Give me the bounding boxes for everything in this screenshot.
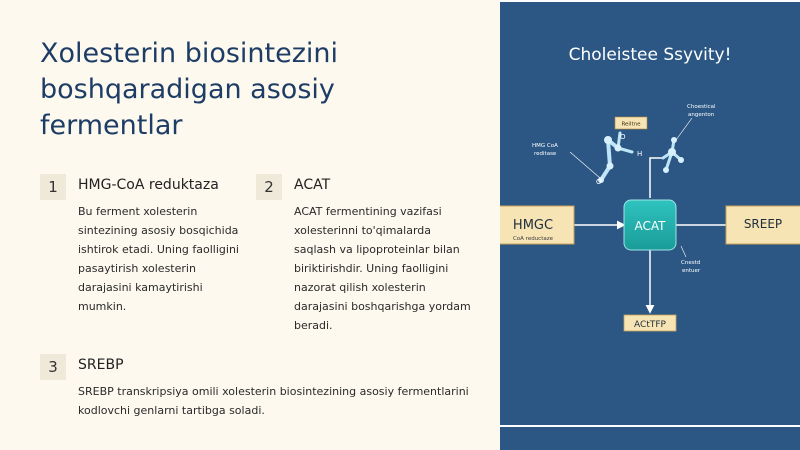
item-description: ACAT fermentining vazifasi xolesterinni to'qimalarda saqlash va lipoproteinlar bilan biriktirishdir. Uning faolligini nazorat qilish xolesterin darajasini boshqarishga yordam beradi. (294, 205, 471, 332)
annotation-lower-line2: entuer (682, 268, 701, 274)
line-acat-to-molecule (650, 158, 663, 198)
hmgc-label: HMGC (512, 218, 554, 233)
molecule-mark: O (596, 178, 602, 186)
item-description: SREBP transkripsiya omili xolesterin biosintezining asosiy fermentlarini kodlovchi genlarni tartibga soladi. (78, 385, 469, 417)
annotation-pointer (570, 152, 600, 178)
item-title: ACAT (294, 177, 331, 193)
item-number-badge: 2 (256, 174, 282, 200)
item-number-badge: 3 (40, 354, 66, 380)
enzyme-item-srebp (40, 354, 490, 434)
molecule-mark: H (637, 150, 643, 158)
molecule-structure (598, 133, 684, 183)
annotation-hmgcoa-line2: reditase (534, 151, 557, 157)
pathway-diagram (500, 0, 800, 450)
annotation-top-right-line1: Choestical (687, 104, 716, 110)
small-label-text: Reiltne (621, 121, 641, 128)
hmgc-sublabel: CoA reductaze (512, 236, 554, 242)
enzyme-item-hmg-coa (40, 174, 260, 324)
annotation-pointer (676, 118, 692, 140)
item-title: SREBP (78, 357, 124, 373)
annotation-pointer (681, 246, 686, 257)
item-description: Bu ferment xolesterin sintezining asosiy bosqichida ishtirok etadi. Uning faolligini pasaytirish xolesterin darajasini kamaytirishi mumkin. (78, 205, 239, 313)
annotation-hmgcoa-line1: HMG CoA (532, 143, 558, 149)
illustration-heading: Choleistee Ssyvity! (568, 45, 732, 65)
molecule-mark: O (620, 133, 626, 141)
item-number-badge: 1 (40, 174, 66, 200)
enzyme-item-acat (256, 174, 486, 344)
acat-node-label: ACAT (634, 219, 666, 233)
bottom-box-label: ACtTFP (634, 320, 666, 330)
item-title: HMG-CoA reduktaza (78, 177, 219, 193)
annotation-top-right-line2: angenton (688, 112, 715, 118)
illustration-panel (500, 0, 800, 450)
slide-title: Xolesterin biosintezini boshqaradigan asosiy fermentlar (40, 38, 339, 141)
srebp-label: SREEP (743, 217, 783, 231)
annotation-lower-line1: Cnestd (681, 260, 701, 266)
